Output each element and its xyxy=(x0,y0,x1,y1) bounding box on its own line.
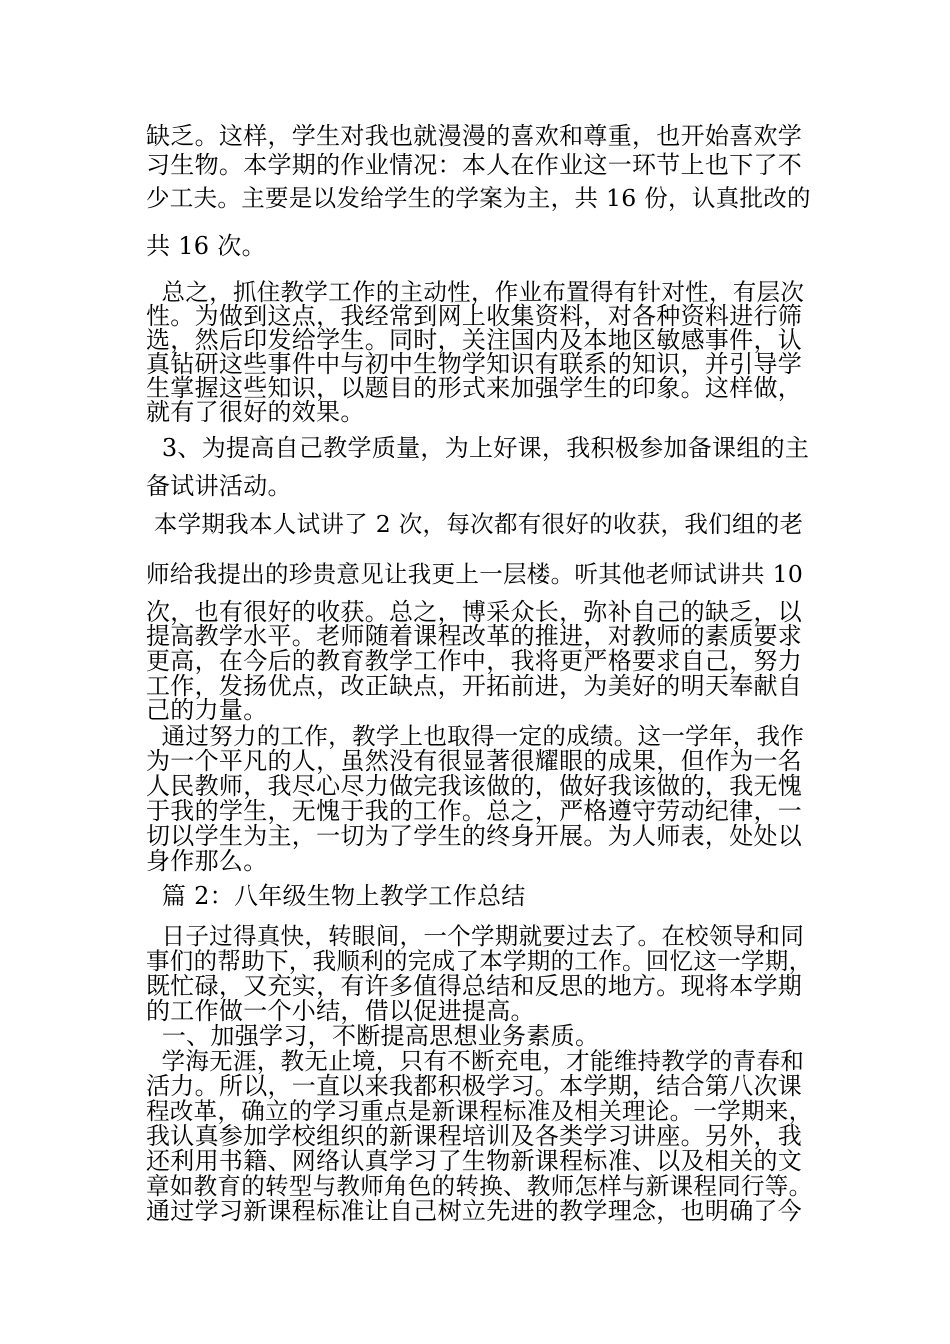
text-line: 学海无涯，教无止境，只有不断充电，才能维持教学的青春和 xyxy=(146,1047,805,1075)
text-line: 3、为提高自己教学质量，为上好课，我积极参加备课组的主 xyxy=(146,434,810,462)
text-line: 少工夫。主要是以发给学生的学案为主，共 16 份，认真批改的 xyxy=(146,184,811,212)
text-line: 真钻研这些事件中与初中生物学知识有联系的知识，并引导学 xyxy=(146,350,803,378)
text-line: 选，然后印发给学生。同时，关注国内及本地区敏感事件，认 xyxy=(146,326,803,354)
text-line: 事们的帮助下，我顺利的完成了本学期的工作。回忆这一学期， xyxy=(146,947,813,975)
text-line: 缺乏。这样，学生对我也就漫漫的喜欢和尊重，也开始喜欢学 xyxy=(146,122,803,150)
text-line: 一、加强学习，不断提高思想业务素质。 xyxy=(146,1022,600,1050)
text-line: 人民教师，我尽心尽力做完我该做的，做好我该做的，我无愧 xyxy=(146,772,803,800)
text-line: 通过学习新课程标准让自己树立先进的教学理念，也明确了今 xyxy=(146,1197,803,1225)
text-line: 更高，在今后的教育教学工作中，我将更严格要求自己，努力 xyxy=(146,647,803,675)
text-line: 工作，发扬优点，改正缺点，开拓前进，为美好的明天奉献自 xyxy=(146,672,803,700)
section-heading: 篇 2：八年级生物上教学工作总结 xyxy=(146,882,526,910)
text-line: 总之，抓住教学工作的主动性，作业布置得有针对性，有层次 xyxy=(146,278,805,306)
text-line: 身作那么。 xyxy=(146,847,268,875)
text-line: 我认真参加学校组织的新课程培训及各类学习讲座。另外，我 xyxy=(146,1122,803,1150)
text-line: 还利用书籍、网络认真学习了生物新课程标准、以及相关的文 xyxy=(146,1147,803,1175)
text-line: 于我的学生，无愧于我的工作。总之，严格遵守劳动纪律，一 xyxy=(146,797,803,825)
text-line: 师给我提出的珍贵意见让我更上一层楼。听其他老师试讲共 10 xyxy=(146,560,804,588)
text-line: 备试讲活动。 xyxy=(146,472,292,500)
text-line: 次，也有很好的收获。总之，博采众长，弥补自己的缺乏，以 xyxy=(146,598,803,626)
text-line: 通过努力的工作，教学上也取得一定的成绩。这一学年，我作 xyxy=(146,722,805,750)
text-line: 共 16 次。 xyxy=(146,232,266,260)
text-line: 活力。所以，一直以来我都积极学习。本学期，结合第八次课 xyxy=(146,1072,803,1100)
text-line: 为一个平凡的人，虽然没有很显著很耀眼的成果，但作为一名 xyxy=(146,747,803,775)
text-line: 既忙碌，又充实，有许多值得总结和反思的地方。现将本学期 xyxy=(146,972,803,1000)
text-line: 习生物。本学期的作业情况：本人在作业这一环节上也下了不 xyxy=(146,151,803,179)
text-line: 的工作做一个小结，借以促进提高。 xyxy=(146,997,535,1025)
text-line: 章如教育的转型与教师角色的转换、教师怎样与新课程同行等。 xyxy=(146,1172,813,1200)
text-line: 己的力量。 xyxy=(146,696,268,724)
text-line: 日子过得真快，转眼间，一个学期就要过去了。在校领导和同 xyxy=(146,922,805,950)
text-line: 本学期我本人试讲了 2 次，每次都有很好的收获，我们组的老 xyxy=(146,510,804,538)
text-line: 提高教学水平。老师随着课程改革的推进，对教师的素质要求 xyxy=(146,622,803,650)
text-line: 程改革，确立的学习重点是新课程标准及相关理论。一学期来， xyxy=(146,1097,813,1125)
text-line: 性。为做到这点，我经常到网上收集资料，对各种资料进行筛 xyxy=(146,302,803,330)
text-line: 就有了很好的效果。 xyxy=(146,398,365,426)
text-line: 切以学生为主，一切为了学生的终身开展。为人师表，处处以 xyxy=(146,822,803,850)
text-line: 生掌握这些知识，以题目的形式来加强学生的印象。这样做， xyxy=(146,374,803,402)
